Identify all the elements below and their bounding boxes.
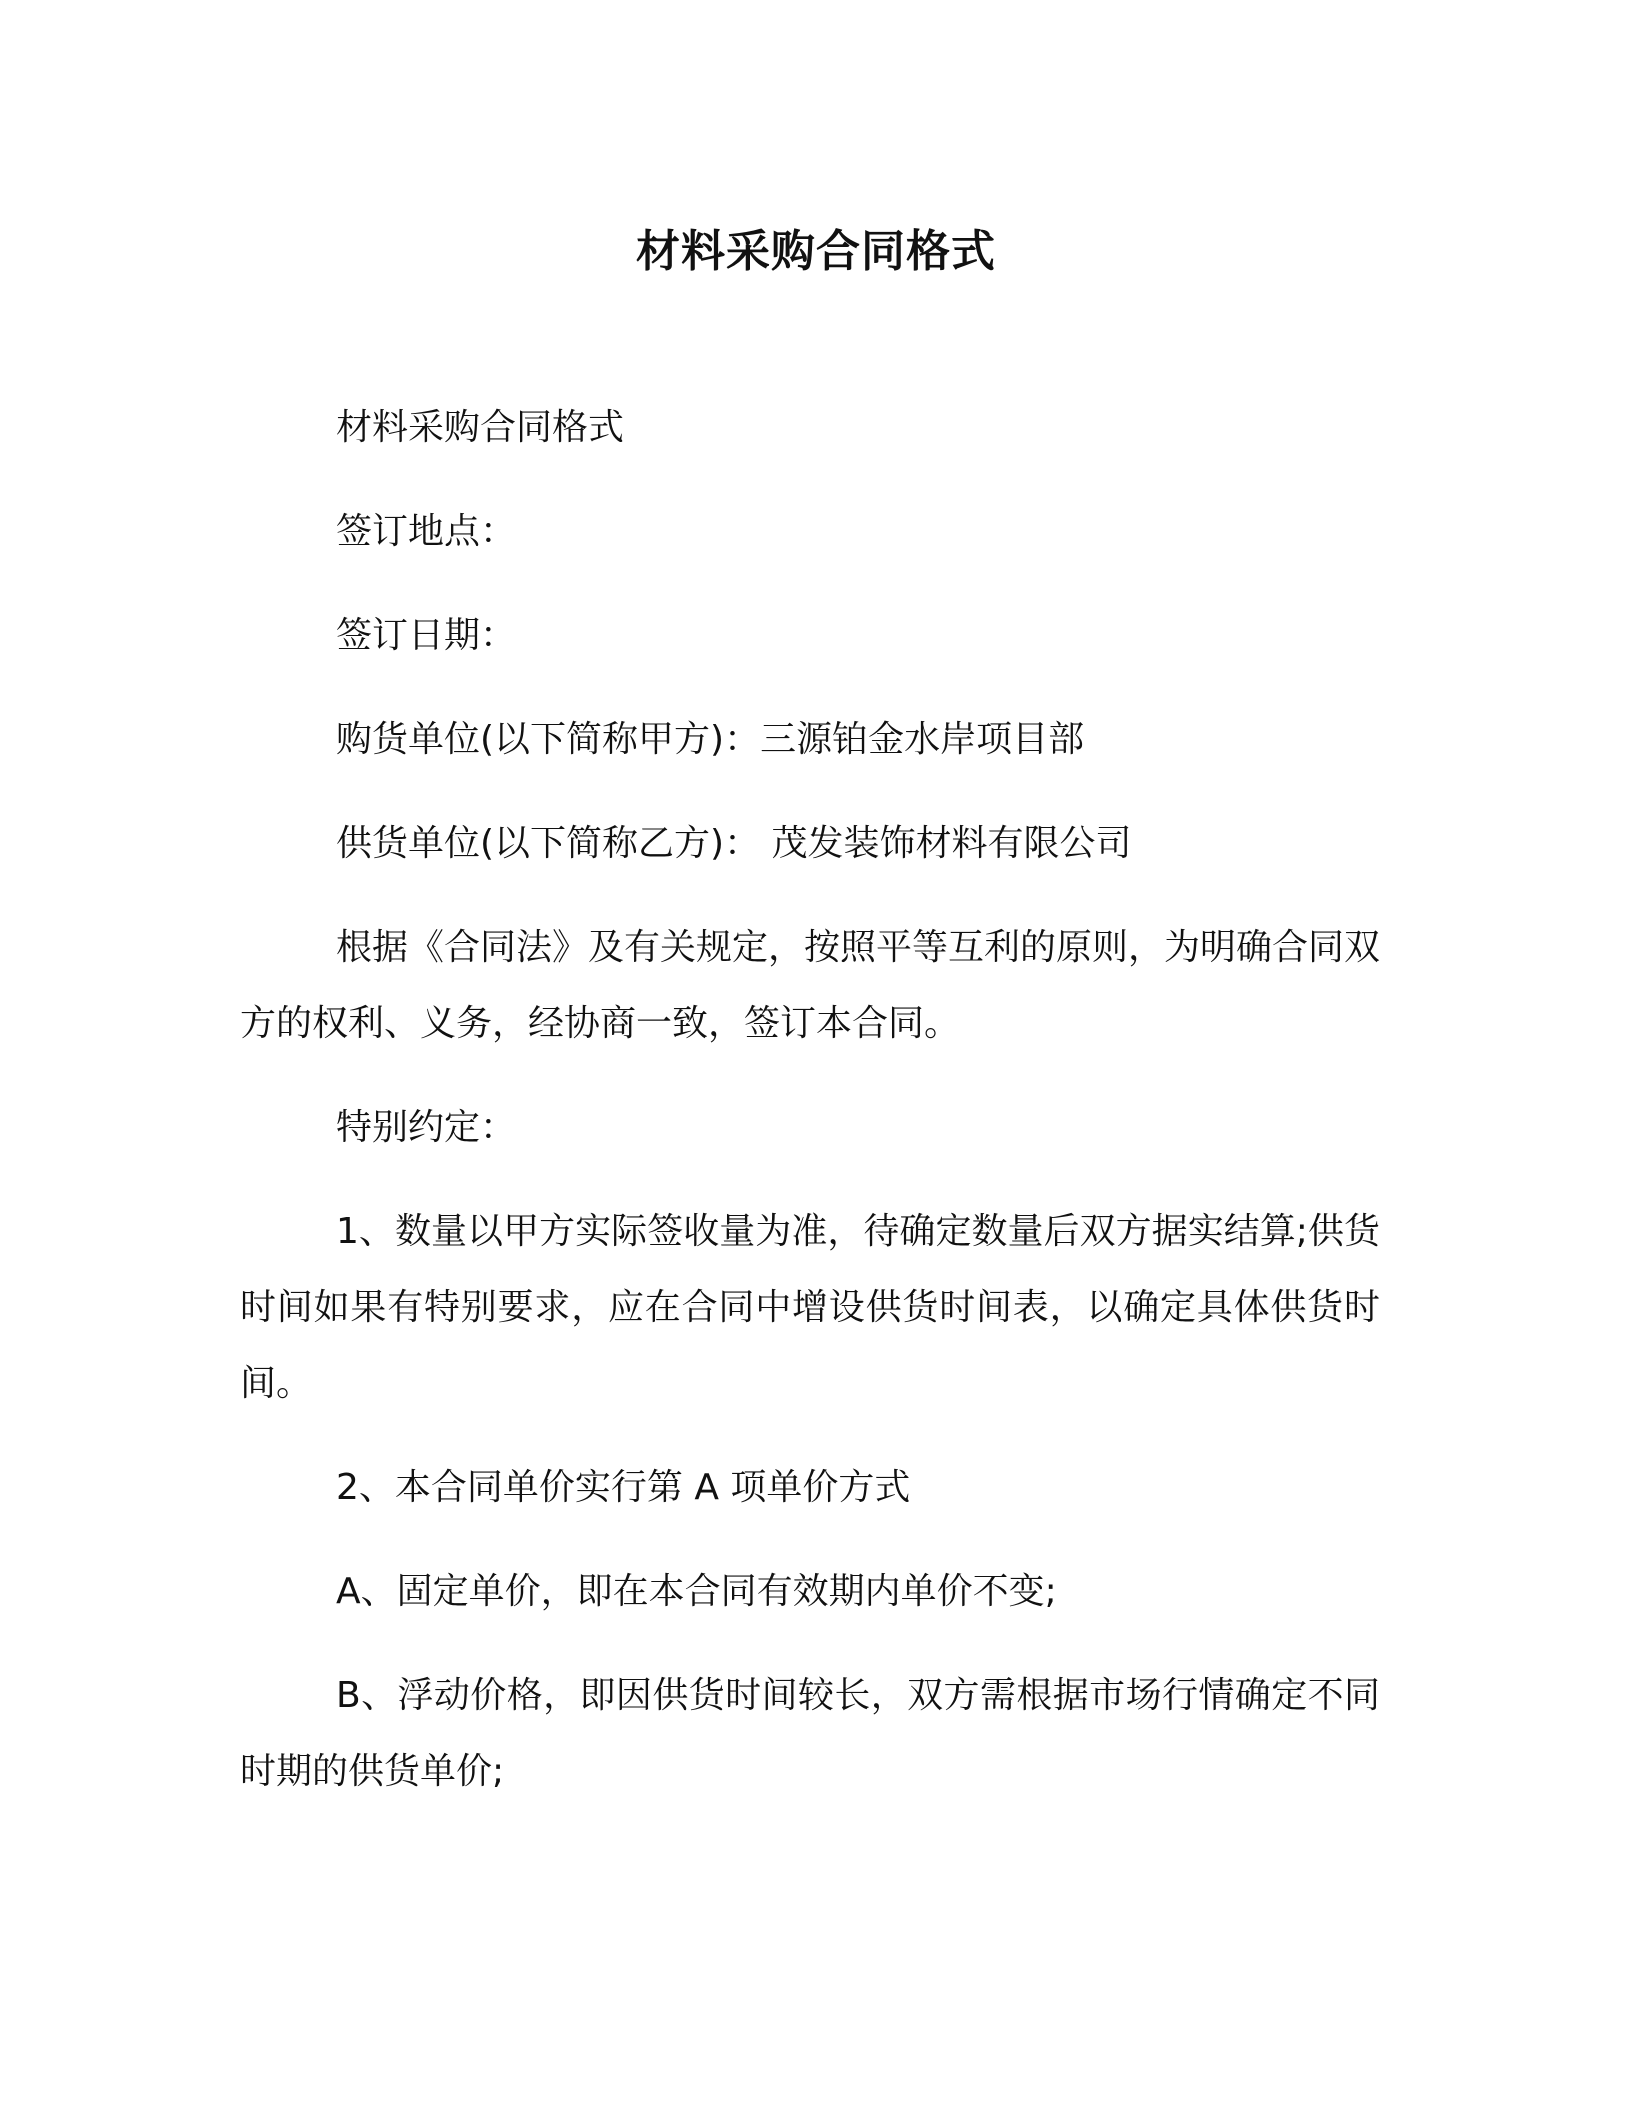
paragraph-heading: 材料采购合同格式: [336, 407, 625, 448]
paragraph-signing-place: 签订地点：: [336, 511, 517, 552]
paragraph-option-a: A、固定单价，即在本合同有效期内单价不变;: [336, 1571, 1057, 1612]
paragraph-supplier: 供货单位(以下简称乙方)： 茂发装饰材料有限公司: [336, 823, 1132, 864]
paragraph-clause-2: 2、本合同单价实行第 A 项单价方式: [336, 1467, 911, 1508]
paragraph-clause-1: 1、数量以甲方实际签收量为准，待确定数量后双方据实结算;供货时间如果有特别要求，应在合同中增设供货时间表，以确定具体供货时间。: [240, 1211, 1380, 1404]
document-body: [240, 390, 1380, 1838]
paragraph-option-b: B、浮动价格，即因供货时间较长，双方需根据市场行情确定不同时期的供货单价;: [240, 1675, 1380, 1792]
paragraph-buyer: 购货单位(以下简称甲方)：三源铂金水岸项目部: [336, 719, 1085, 760]
paragraph-signing-date: 签订日期：: [336, 615, 517, 656]
paragraph-special-terms: 特别约定：: [336, 1107, 517, 1148]
paragraph-preamble: 根据《合同法》及有关规定，按照平等互利的原则，为明确合同双方的权利、义务，经协商一致，签订本合同。: [240, 927, 1381, 1044]
document-title: 材料采购合同格式: [636, 226, 996, 277]
